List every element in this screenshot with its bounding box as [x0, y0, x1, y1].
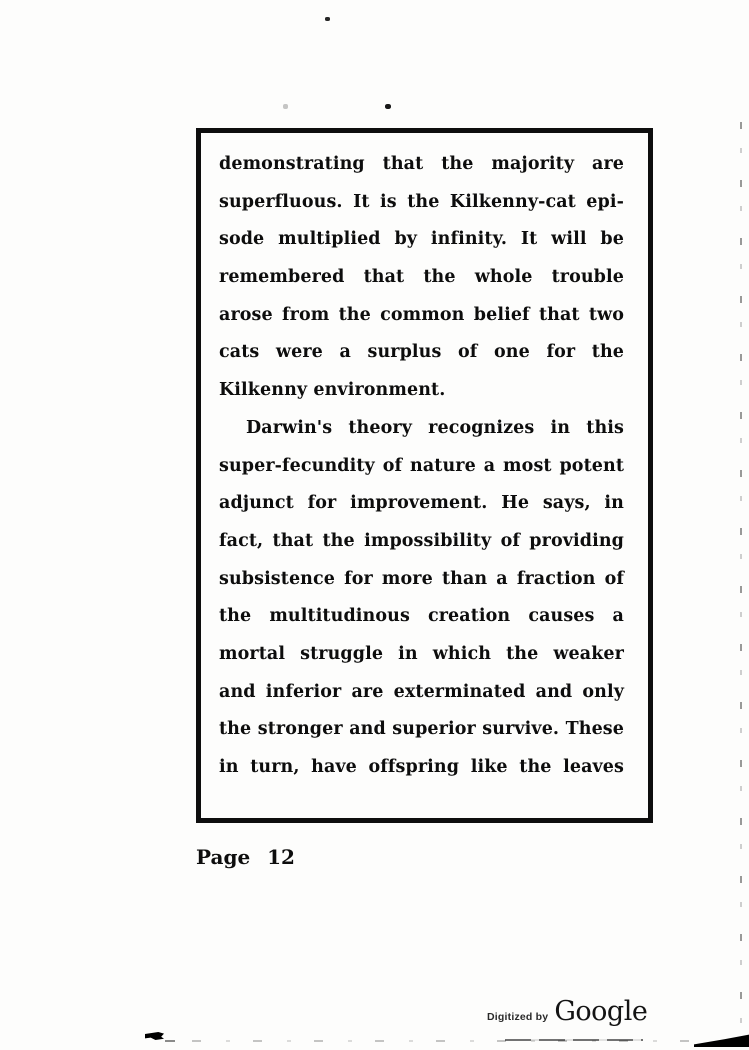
text-line: super-fecundity of nature a most potent: [219, 455, 624, 476]
text-line: cats were a surplus of one for the: [219, 342, 624, 363]
text-line: and inferior are exterminated and only: [219, 681, 624, 702]
text-line: sode multiplied by infinity. It will be: [219, 229, 624, 250]
page-number-label: Page 12: [196, 845, 295, 869]
text-line-paragraph-end: Kilkenny environment.: [219, 380, 446, 401]
text-line: adjunct for improvement. He says, in: [219, 493, 624, 514]
text-line: subsistence for more than a fraction of: [219, 568, 624, 589]
scan-page-edge-line: [740, 122, 742, 1037]
text-line: mortal struggle in which the weaker: [219, 643, 624, 664]
scan-blob: [145, 1032, 164, 1040]
text-line: superfluous. It is the Kilkenny-cat epi-: [219, 191, 624, 212]
text-line: the multitudinous creation causes a: [219, 606, 624, 627]
scan-speck: [283, 104, 288, 109]
digitized-by-footer: [487, 996, 647, 1027]
text-line: remembered that the whole trouble: [219, 267, 624, 288]
google-logo: Google: [554, 996, 648, 1027]
scan-speck: [325, 17, 330, 21]
text-line: the stronger and superior survive. These: [219, 719, 624, 740]
text-line: fact, that the impossibility of providing: [219, 530, 624, 551]
text-line: demonstrating that the majority are: [219, 154, 624, 174]
scan-blob-tail: [165, 1040, 175, 1042]
text-line-paragraph-start: Darwin's theory recognizes in this: [246, 417, 624, 438]
digitized-by-text: Digitized by: [487, 1011, 549, 1023]
text-frame: [196, 128, 653, 823]
text-line: arose from the common belief that two: [219, 304, 624, 325]
scan-speck: [385, 104, 391, 109]
text-line: in turn, have offspring like the leaves: [219, 757, 624, 777]
scan-bottom-dash-dark: [505, 1039, 643, 1041]
